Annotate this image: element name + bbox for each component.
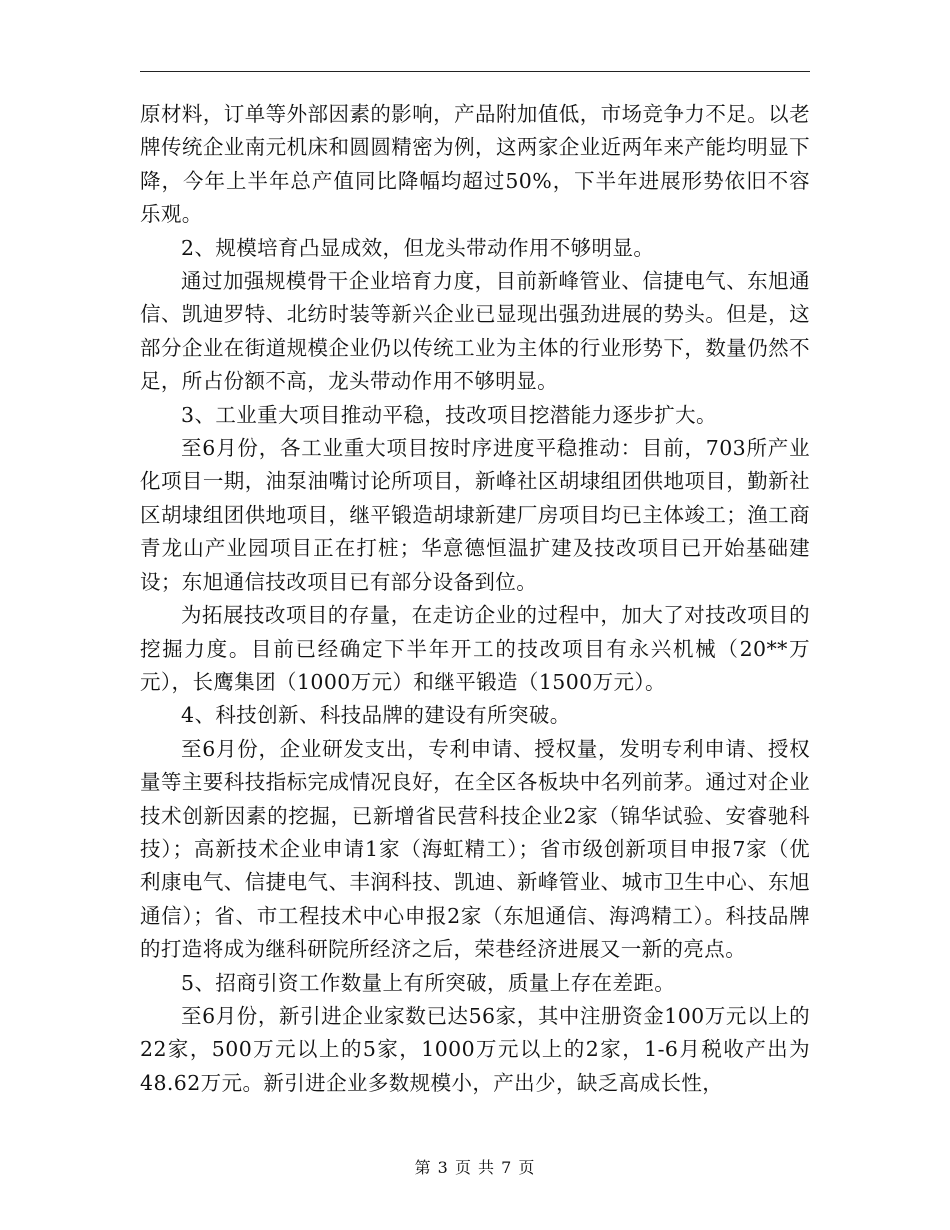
paragraph: 至6月份，新引进企业家数已达56家，其中注册资金100万元以上的22家，500万元以上的5家，1000万元以上的2家，1-6月税收产出为48.62万元。新引进企业多数规模小，产出少，缺乏高成长性，	[140, 1003, 810, 1095]
paragraph-continuation: 原材料，订单等外部因素的影响，产品附加值低，市场竞争力不足。以老牌传统企业南元机床和圆圆精密为例，这两家企业近两年来产能均明显下降，今年上半年总产值同比降幅均超过50%，下半年进展形势依旧不容乐观。	[140, 102, 810, 227]
section-heading-2: 2、规模培育凸显成效，但龙头带动作用不够明显。	[181, 235, 655, 260]
page-number-footer: 第 3 页 共 7 页	[414, 1158, 536, 1177]
section-heading-4: 4、科技创新、科技品牌的建设有所突破。	[181, 703, 571, 728]
document-body	[140, 98, 810, 1100]
paragraph: 通过加强规模骨干企业培育力度，目前新峰管业、信捷电气、东旭通信、凯迪罗特、北纺时装等新兴企业已显现出强劲进展的势头。但是，这部分企业在街道规模企业仍以传统工业为主体的行业形势下，数量仍然不足，所占份额不高，龙头带动作用不够明显。	[140, 269, 810, 394]
section-heading-5: 5、招商引资工作数量上有所突破，质量上存在差距。	[181, 970, 676, 995]
paragraph: 为拓展技改项目的存量，在走访企业的过程中，加大了对技改项目的挖掘力度。目前已经确定下半年开工的技改项目有永兴机械（20**万元），长鹰集团（1000万元）和继平锻造（1500万元）。	[140, 603, 810, 694]
header-rule	[140, 71, 810, 72]
paragraph: 至6月份，各工业重大项目按时序进度平稳推动：目前，703所产业化项目一期，油泵油嘴讨论所项目，新峰社区胡埭组团供地项目，勤新社区胡埭组团供地项目，继平锻造胡埭新建厂房项目均已主体竣工；渔工商青龙山产业园项目正在打桩；华意德恒温扩建及技改项目已开始基础建设；东旭通信技改项目已有部分设备到位。	[140, 436, 810, 594]
section-heading-3: 3、工业重大项目推动平稳，技改项目挖潜能力逐步扩大。	[181, 402, 717, 427]
paragraph: 至6月份，企业研发支出，专利申请、授权量，发明专利申请、授权量等主要科技指标完成情况良好，在全区各板块中名列前茅。通过对企业技术创新因素的挖掘，已新增省民营科技企业2家（锦华试验、安睿驰科技）；高新技术企业申请1家（海虹精工）；省市级创新项目申报7家（优利康电气、信捷电气、丰润科技、凯迪、新峰管业、城市卫生中心、东旭通信）；省、市工程技术中心申报2家（东旭通信、海鸿精工）。科技品牌的打造将成为继科研院所经济之后，荣巷经济进展又一新的亮点。	[140, 736, 810, 962]
